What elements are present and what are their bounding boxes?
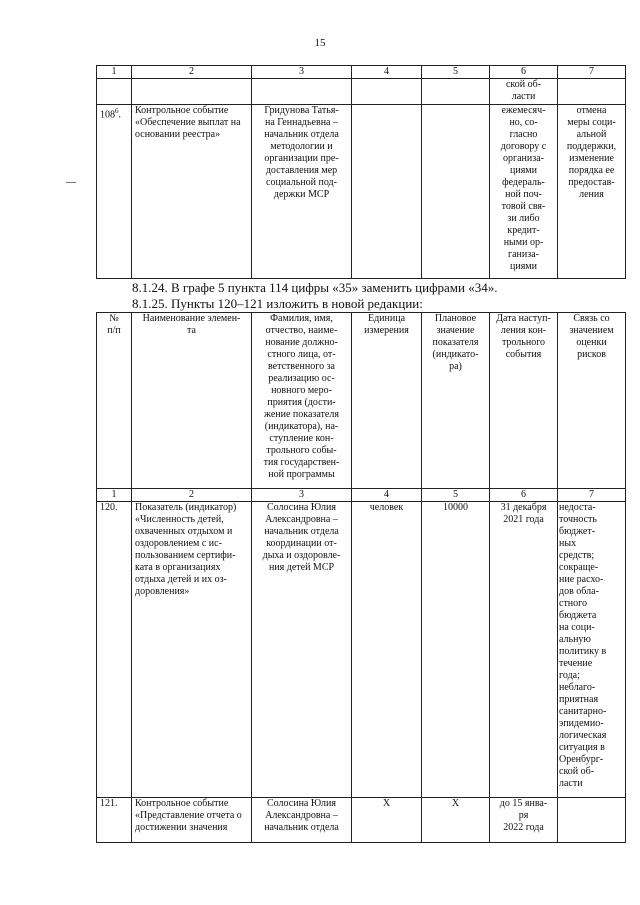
col-number: 2 — [132, 489, 252, 502]
cell-date: ской об- ласти — [490, 79, 558, 105]
header-plan: Плановое значение показателя (индикато- ра) — [422, 313, 490, 489]
table-row — [97, 105, 626, 279]
col-number: 4 — [352, 489, 422, 502]
table-new-edition — [96, 312, 626, 843]
cell-num — [97, 105, 132, 279]
col-number: 6 — [490, 489, 558, 502]
cell-unit: Х — [352, 798, 422, 843]
table-continued — [96, 65, 626, 279]
cell-date: 31 декабря 2021 года — [490, 502, 558, 798]
cell-plan: Х — [422, 798, 490, 843]
cell-person: Гридунова Татья- на Геннадьевна – начальник отдела методологии и организации пре- доставления мер социальной под- держки МСР — [252, 105, 352, 279]
header-name: Наименование элемен- та — [132, 313, 252, 489]
cell-person: Солосина Юлия Александровна – начальник отдела — [252, 798, 352, 843]
table-row — [97, 798, 626, 843]
header-date: Дата наступ- ления кон- трольного события — [490, 313, 558, 489]
margin-mark — [66, 182, 76, 183]
row-number-sup: 6 — [115, 107, 119, 115]
paragraph-8-1-24: 8.1.24. В графе 5 пункта 114 цифры «35» заменить цифрами «34». — [132, 280, 498, 295]
col-number: 1 — [97, 66, 132, 79]
col-number: 7 — [558, 489, 626, 502]
table2-header-row — [97, 313, 626, 489]
row-number: 108 — [100, 109, 115, 121]
cell-plan — [422, 105, 490, 279]
cell-date: до 15 янва- ря 2022 года — [490, 798, 558, 843]
cell-plan: 10000 — [422, 502, 490, 798]
cell-date: ежемесяч- но, со- гласно договору с организа- циями федераль- ной поч- товой свя- зи либо кредит- ными ор- ганиза- циями — [490, 105, 558, 279]
table-row — [97, 502, 626, 798]
header-num: № п/п — [97, 313, 132, 489]
header-person: Фамилия, имя, отчество, наиме- нование должно- стного лица, от- ветственного за реализацию ос- новного меро- приятия (дости- жение показателя (индикатора), на- ступление кон- трольного собы- тия государствен- ной программы — [252, 313, 352, 489]
col-number: 3 — [252, 489, 352, 502]
cell-name: Контрольное событие «Представление отчета о достижении значения — [132, 798, 252, 843]
col-number: 5 — [422, 66, 490, 79]
cell-risk — [558, 798, 626, 843]
cell-name: Контрольное событие «Обеспечение выплат на основании реестра» — [132, 105, 252, 279]
cell-unit: человек — [352, 502, 422, 798]
col-number: 5 — [422, 489, 490, 502]
cell-num: 120. — [97, 502, 132, 798]
row-number-suffix: . — [118, 109, 121, 121]
page-number: 15 — [314, 37, 326, 49]
table-row-continued — [97, 79, 626, 105]
col-number: 2 — [132, 66, 252, 79]
cell-risk: недоста- точность бюджет- ных средств; сокраще- ние расхо- дов обла- стного бюджета на соци- альную политику в течение года; неблаго- приятная санитарно- эпидемио- логическая ситуация в Оренбург- ской об- ласти — [558, 502, 626, 798]
cell-person: Солосина Юлия Александровна – начальник отдела координации от- дыха и оздоровле- ния детей МСР — [252, 502, 352, 798]
header-risk: Связь со значением оценки рисков — [558, 313, 626, 489]
col-number: 7 — [558, 66, 626, 79]
table1-column-number-row — [97, 66, 626, 79]
col-number: 3 — [252, 66, 352, 79]
header-unit: Единица измерения — [352, 313, 422, 489]
col-number: 6 — [490, 66, 558, 79]
cell-name: Показатель (индикатор) «Численность детей, охваченных отдыхом и оздоровлением с ис-пользованием сертифи-ката в организациях отдыха детей и их оз-доровления» — [132, 502, 252, 798]
cell-unit — [352, 105, 422, 279]
cell-num: 121. — [97, 798, 132, 843]
col-number: 1 — [97, 489, 132, 502]
table2-column-number-row — [97, 489, 626, 502]
paragraph-8-1-25: 8.1.25. Пункты 120–121 изложить в новой редакции: — [132, 296, 423, 311]
cell-risk: отмена меры соци- альной поддержки, изменение порядка ее предостав- ления — [558, 105, 626, 279]
col-number: 4 — [352, 66, 422, 79]
